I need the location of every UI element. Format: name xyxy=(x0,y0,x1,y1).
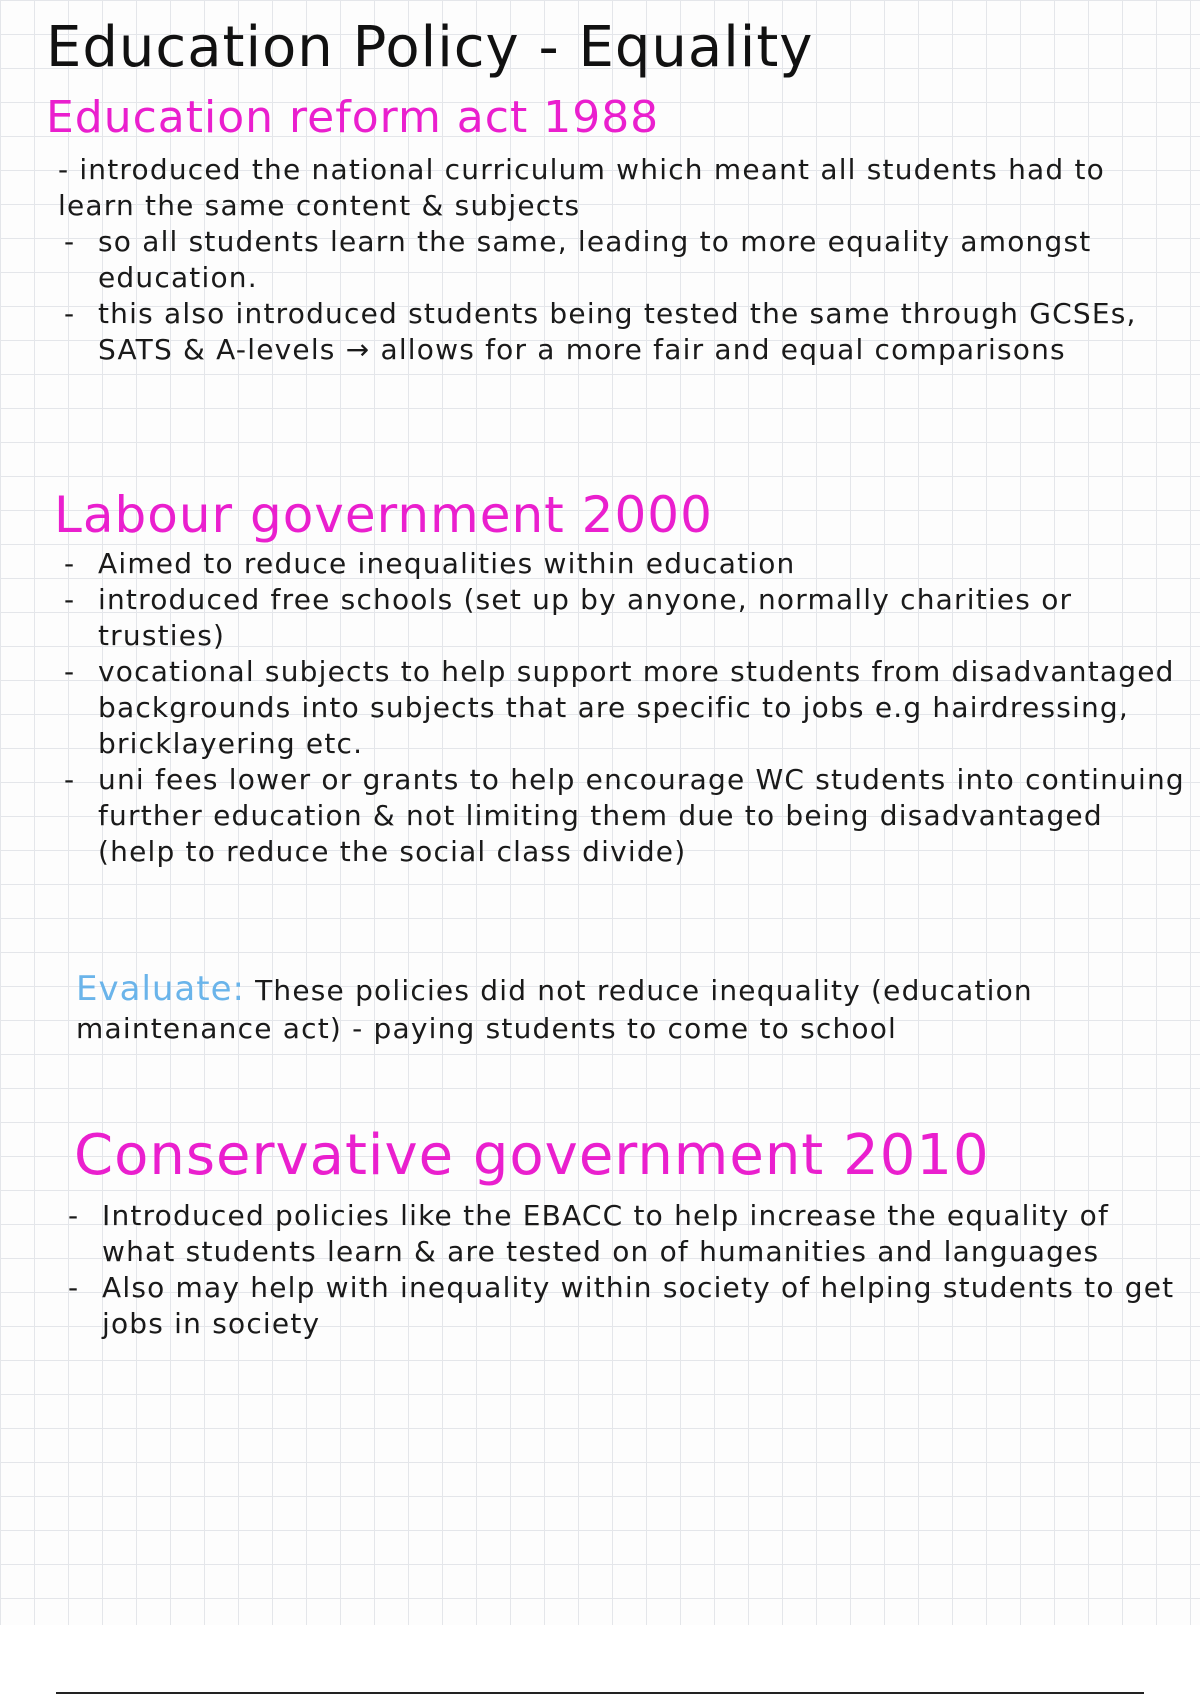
list-item: - vocational subjects to help support more students from disadvantaged backgrounds into subjects that are specific to jobs e.g hairdressing, bricklayering etc. xyxy=(64,655,1175,760)
bullet-dash: - xyxy=(64,225,76,258)
page-bottom-rule xyxy=(56,1692,1144,1694)
list-item: - uni fees lower or grants to help encourage WC students into continuing further education & not limiting them due to being disadvantaged (help to reduce the social class divide) xyxy=(64,763,1185,868)
evaluate-label: Evaluate: xyxy=(76,969,245,1009)
bullet-dash: - xyxy=(64,297,76,330)
bullet-dash: - xyxy=(64,763,76,796)
section-heading-conservative-government: Conservative government 2010 xyxy=(74,1123,990,1188)
page-title: Education Policy - Equality xyxy=(46,15,814,80)
labour-government-points xyxy=(58,546,1188,870)
conservative-government-points xyxy=(62,1198,1188,1342)
bullet-dash: - xyxy=(58,153,70,186)
bullet-dash: - xyxy=(64,547,76,580)
list-item: - Aimed to reduce inequalities within education xyxy=(64,547,796,580)
evaluate-note xyxy=(76,970,1176,1048)
list-item: - Also may help with inequality within society of helping students to get jobs in society xyxy=(68,1271,1175,1340)
bullet-dash: - xyxy=(68,1199,80,1232)
list-item: - introduced free schools (set up by anyone, normally charities or trusties) xyxy=(64,583,1073,652)
list-item: - this also introduced students being tested the same through GCSEs, SATS & A-levels → allows for a more fair and equal comparisons xyxy=(64,297,1137,366)
section-heading-labour-government: Labour government 2000 xyxy=(54,486,713,544)
list-item: - introduced the national curriculum which meant all students had to learn the same content & subjects xyxy=(58,153,1105,222)
section-heading-education-reform-act: Education reform act 1988 xyxy=(46,92,660,143)
list-item: - Introduced policies like the EBACC to help increase the equality of what students learn & are tested on of humanities and languages xyxy=(68,1199,1109,1268)
bullet-dash: - xyxy=(64,655,76,688)
bullet-dash: - xyxy=(68,1271,80,1304)
education-reform-act-points xyxy=(58,152,1188,368)
list-item: - so all students learn the same, leading to more equality amongst education. xyxy=(64,225,1092,294)
bullet-dash: - xyxy=(64,583,76,616)
evaluate-text: These policies did not reduce inequality (education maintenance act) - paying students to come to school xyxy=(76,974,1033,1045)
